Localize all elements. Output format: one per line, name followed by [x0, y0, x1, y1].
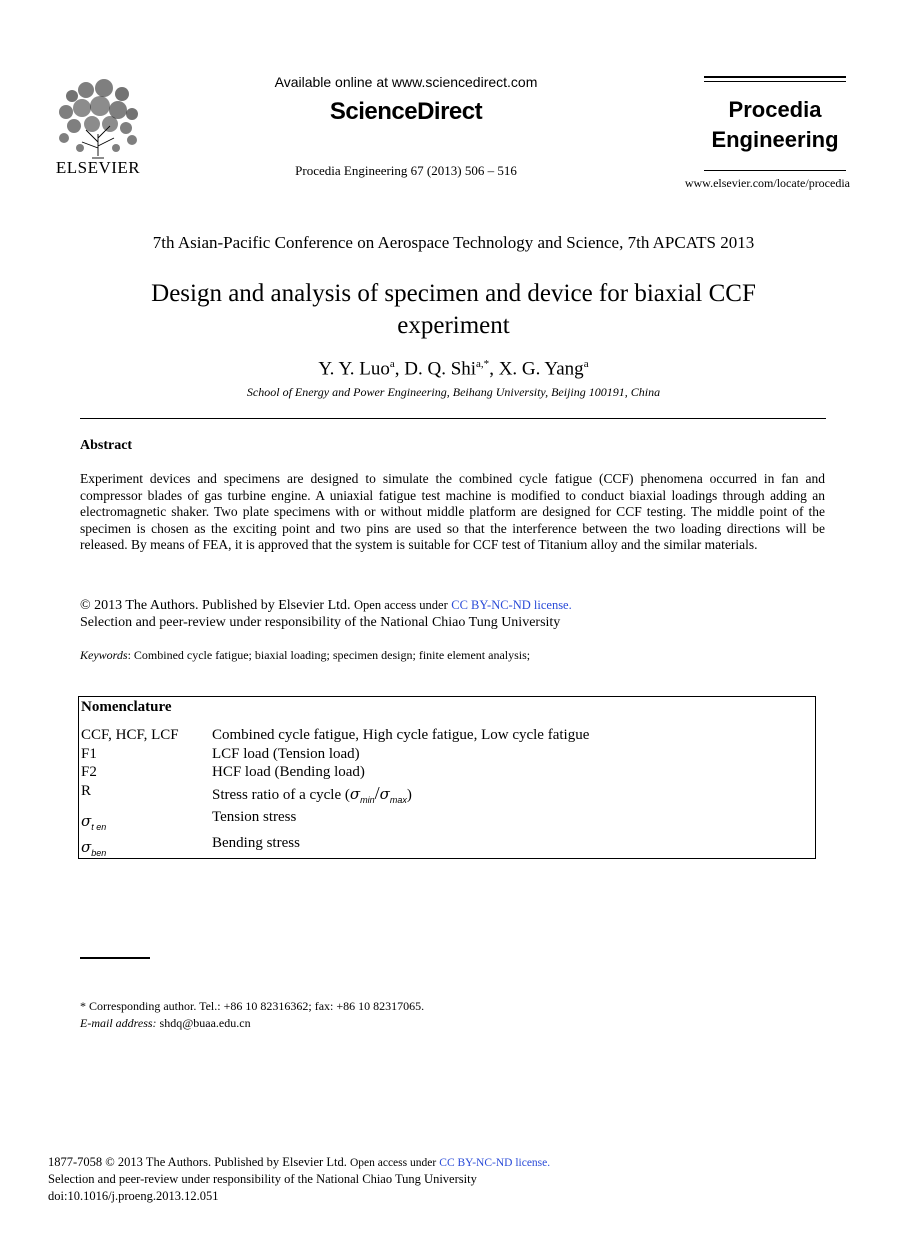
conference-name: 7th Asian-Pacific Conference on Aerospace Technology and Science, 7th APCATS 2013 [152, 233, 755, 252]
journal-reference: Procedia Engineering 67 (2013) 506 – 516 [295, 163, 517, 178]
footer-peer-review: Selection and peer-review under responsibility of the National Chiao Tung University [48, 1172, 477, 1186]
nomenclature-symbol: CCF, HCF, LCF [81, 727, 179, 743]
sciencedirect-logo: ScienceDirect [329, 98, 483, 125]
elsevier-wordmark: ELSEVIER [55, 158, 141, 177]
nomenclature-symbol: F2 [81, 764, 97, 780]
journal-logo-line2: Engineering [711, 127, 839, 152]
nomenclature-definition: Combined cycle fatigue, High cycle fatigue, Low cycle fatigue [212, 727, 590, 743]
footer-license-link[interactable]: CC BY-NC-ND license. [439, 1157, 551, 1169]
email-label: E-mail address: [80, 1016, 157, 1030]
author-name: X. G. Yang [498, 358, 584, 380]
footer-doi[interactable]: doi:10.1016/j.proeng.2013.12.051 [48, 1189, 219, 1203]
nomenclature-box [78, 696, 816, 859]
author-list [60, 358, 847, 380]
keywords-list: : Combined cycle fatigue; biaxial loading; specimen design; finite element analysis; [127, 648, 531, 662]
author-separator: , [394, 358, 405, 380]
open-access-text: Open access under [354, 598, 448, 612]
paper-title-line1: Design and analysis of specimen and device for biaxial CCF [151, 280, 756, 307]
keywords-label: Keywords [80, 648, 128, 662]
email-address[interactable]: shdq@buaa.edu.cn [156, 1016, 251, 1030]
paper-title [60, 278, 847, 342]
nomenclature-symbol: R [81, 783, 92, 799]
keywords-line [80, 648, 530, 663]
sigma-subscript: t en [91, 822, 107, 832]
nomenclature-definition: LCF load (Tension load) [212, 746, 360, 762]
journal-logo-rule-bottom [704, 170, 846, 171]
journal-logo-line1: Procedia [728, 97, 822, 122]
nomenclature-heading: Nomenclature [81, 699, 172, 715]
email-line [80, 1016, 251, 1031]
journal-logo-rule-top [704, 76, 846, 78]
author-affiliation-mark: a [583, 358, 589, 370]
author-name: Y. Y. Luo [318, 358, 390, 380]
ratio-slash: / [374, 783, 380, 803]
affiliation: School of Energy and Power Engineering, Beihang University, Beijing 100191, China [246, 385, 661, 399]
journal-url-link[interactable]: www.elsevier.com/locate/procedia [684, 176, 850, 190]
sigma-symbol: σ [81, 812, 92, 830]
nomenclature-definition: HCF load (Bending load) [212, 764, 365, 780]
sigma-subscript: ben [91, 848, 107, 858]
nomenclature-symbol [81, 838, 106, 858]
journal-logo [704, 95, 846, 155]
nomenclature-definition [212, 783, 412, 805]
journal-logo-rule-top-thin [704, 81, 846, 82]
nomenclature-definition: Tension stress [212, 809, 297, 825]
sigma-max-symbol: σ [379, 785, 390, 803]
sigma-min-symbol: σ [349, 785, 361, 803]
author-affiliation-mark: a,* [476, 358, 490, 370]
paper-title-line2: experiment [397, 312, 510, 339]
nomenclature-definition: Bending stress [212, 835, 300, 851]
nomenclature-symbol [81, 812, 106, 832]
author-name: D. Q. Shi [404, 358, 477, 380]
sigma-symbol: σ [81, 838, 92, 856]
sigma-max-subscript: max [389, 795, 407, 805]
corresponding-author-note: * Corresponding author. Tel.: +86 10 82316362; fax: +86 10 82317065. [80, 999, 425, 1013]
stress-ratio-text: Stress ratio of a cycle ( [212, 787, 350, 803]
footer-copyright [48, 1155, 550, 1170]
author-affiliation-mark: a [389, 358, 395, 370]
ratio-close-paren: ) [406, 787, 412, 803]
sigma-min-subscript: min [360, 795, 375, 805]
author-separator: , [489, 358, 499, 380]
copyright-line [80, 598, 572, 614]
footer-issn-copyright: 1877-7058 © 2013 The Authors. Published by Elsevier Ltd. [48, 1155, 347, 1169]
license-link[interactable]: CC BY-NC-ND license. [451, 598, 572, 612]
available-online-text: Available online at www.sciencedirect.com [274, 74, 538, 90]
footer-open-access: Open access under [349, 1157, 437, 1169]
copyright-text: © 2013 The Authors. Published by Elsevier Ltd. [80, 598, 351, 613]
abstract-body: Experiment devices and specimens are designed to simulate the combined cycle fatigue (CCF) phenomena occurred in fan and compressor blades of gas turbine engine. A uniaxial fatigue test machine is modified to conduct biaxial loadings through adding an electromagnetic shaker. Two plate specimens with or without middle platform are designed for CCF testing. The middle point of the specimen is chosen as the exciting point and two pins are used so that the interference between the two loading directions will be released. By means of FEA, it is approved that the system is suitable for CCF test of Titanium alloy and the similar materials. [80, 471, 825, 552]
peer-review-statement: Selection and peer-review under responsibility of the National Chiao Tung University [80, 615, 561, 630]
section-divider [80, 418, 826, 419]
nomenclature-symbol: F1 [81, 746, 97, 762]
footnote-rule [80, 957, 150, 959]
abstract-heading: Abstract [80, 438, 133, 453]
